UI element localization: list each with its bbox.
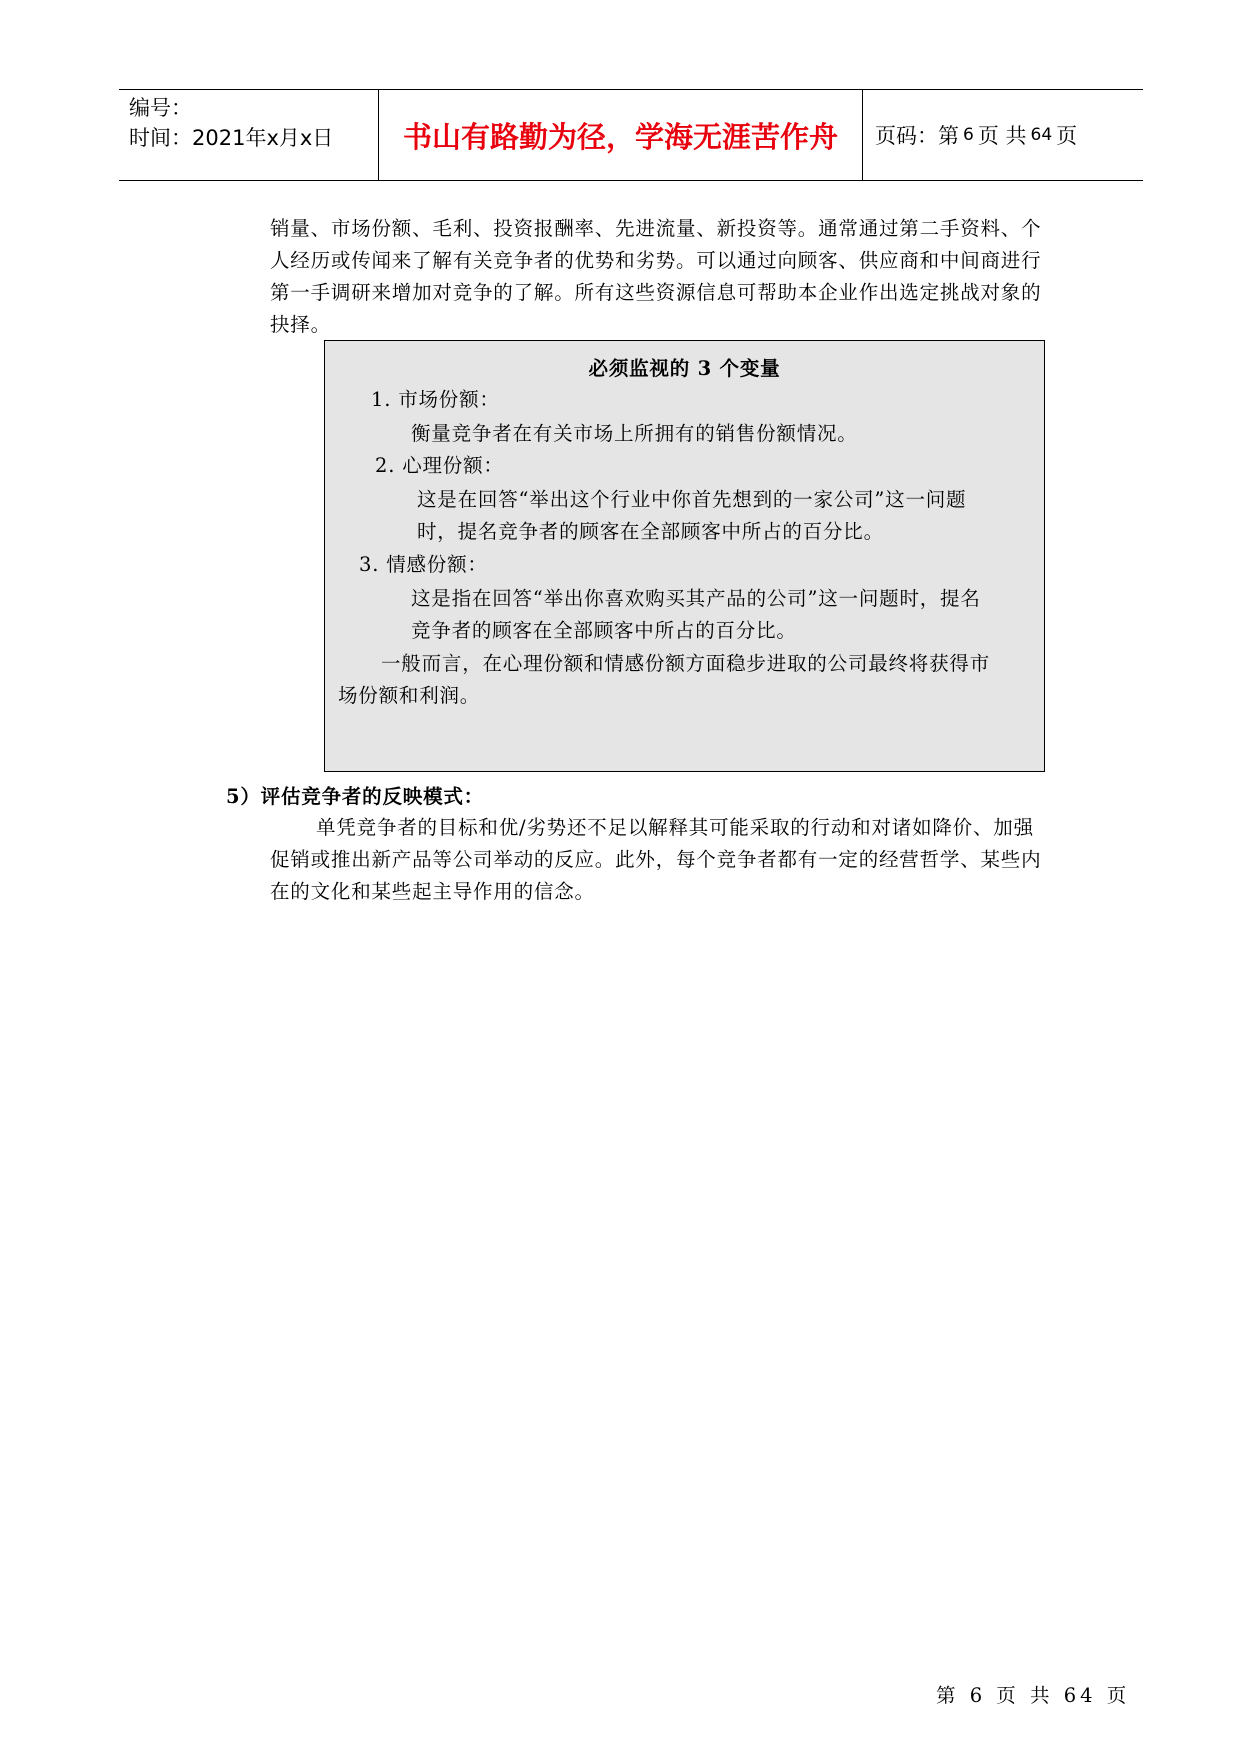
- item2-text-line2: 时，提名竞争者的顾客在全部顾客中所占的百分比。: [417, 520, 884, 543]
- item2-text-line1: 这是在回答“举出这个行业中你首先想到的一家公司”这一问题: [417, 488, 967, 511]
- item2-heading: 2. 心理份额：: [375, 454, 504, 477]
- header-page-number: [863, 90, 1143, 180]
- variables-callout-box: [324, 340, 1045, 772]
- paragraph-line: 销量、市场份额、毛利、投资报酬率、先进流量、新投资等。通常通过第二手资料、个: [270, 217, 1042, 240]
- summary-line2: 场份额和利润。: [338, 684, 481, 707]
- item1-heading: 1. 市场份额：: [371, 388, 500, 411]
- item3-text-line1: 这是指在回答“举出你喜欢购买其产品的公司”这一问题时，提名: [411, 587, 981, 610]
- header-motto: 书山有路勤为径，学海无涯苦作舟: [379, 90, 863, 180]
- page-current: 6: [963, 125, 974, 145]
- item3-text-line2: 竞争者的顾客在全部顾客中所占的百分比。: [411, 619, 797, 642]
- section-heading: 5）评估竞争者的反映模式：: [226, 785, 484, 808]
- paragraph-line: 促销或推出新产品等公司举动的反应。此外，每个竞争者都有一定的经营哲学、某些内: [270, 848, 1042, 871]
- paragraph-line: 单凭竞争者的目标和优/劣势还不足以解释其可能采取的行动和对诸如降价、加强: [316, 816, 1034, 839]
- date-label: 时间：2021年x月x日: [129, 126, 334, 150]
- paragraph-line: 第一手调研来增加对竞争的了解。所有这些资源信息可帮助本企业作出选定挑战对象的: [270, 281, 1042, 304]
- paragraph-line: 人经历或传闻来了解有关竞争者的优势和劣势。可以通过向顾客、供应商和中间商进行: [270, 249, 1042, 272]
- page-prefix: 页码：第: [875, 124, 959, 148]
- paragraph-line: 在的文化和某些起主导作用的信念。: [270, 880, 595, 903]
- header-meta-cell: [119, 90, 379, 180]
- page-header: [119, 89, 1143, 181]
- page-footer: 第 6 页 共 64 页: [936, 1684, 1131, 1707]
- page-suffix: 页: [1056, 124, 1078, 148]
- summary-line1: 一般而言，在心理份额和情感份额方面稳步进取的公司最终将获得市: [381, 652, 991, 675]
- page-mid: 页 共: [977, 124, 1027, 148]
- item3-heading: 3. 情感份额：: [359, 553, 488, 576]
- paragraph-competitor-info: [270, 213, 1085, 341]
- paragraph-reaction-patterns: [270, 812, 1085, 908]
- item1-text: 衡量竞争者在有关市场上所拥有的销售份额情况。: [411, 422, 858, 445]
- page-total: 64: [1030, 125, 1053, 145]
- paragraph-line: 抉择。: [270, 313, 331, 336]
- callout-title: 必须监视的 3 个变量: [588, 357, 781, 380]
- number-label: 编号：: [129, 96, 192, 120]
